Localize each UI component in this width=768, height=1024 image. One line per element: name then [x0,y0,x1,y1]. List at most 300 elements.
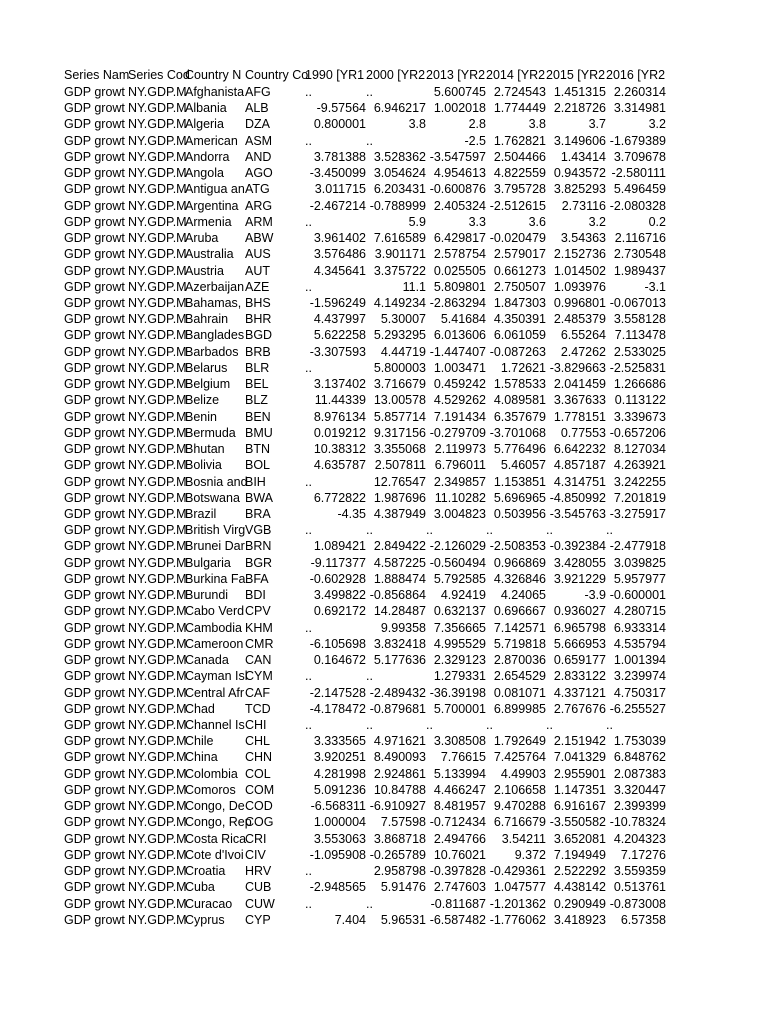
table-row [0,571,768,587]
cell-series-name: GDP growt [64,718,125,732]
cell-yr-2000: -0.788999 [369,199,426,213]
cell-country-code: BHR [245,312,272,326]
cell-yr-2015: 3.7 [588,117,606,131]
cell-country-code: CAF [245,686,270,700]
cell-yr-2013: -0.560494 [429,556,486,570]
cell-yr-2013: 0.025505 [433,264,486,278]
cell-country-code: BEN [245,410,271,424]
cell-yr-2000: 2.507811 [374,458,426,472]
cell-yr-2015: 0.943572 [553,166,606,180]
table-row [0,879,768,895]
cell-yr-2000: 3.528362 [373,150,426,164]
cell-yr-1990: 3.553063 [313,832,366,846]
cell-yr-2013: -0.712434 [429,815,486,829]
header-row [0,67,768,83]
cell-yr-2016: -6.255527 [609,702,666,716]
cell-series-name: GDP growt [64,247,125,261]
cell-country-code: COL [245,767,271,781]
cell-yr-2013: 5.133994 [433,767,486,781]
cell-yr-2000: .. [366,718,373,732]
cell-yr-2015: 3.149606 [553,134,606,148]
cell-country-code: ARG [245,199,273,213]
cell-country-name: Albania [185,101,227,115]
cell-series-code: NY.GDP.M [128,880,187,894]
cell-yr-2000: .. [366,669,373,683]
cell-series-name: GDP growt [64,880,125,894]
cell-country-name: British Virg [185,523,246,537]
cell-yr-2014: 2.504466 [493,150,546,164]
cell-series-name: GDP growt [64,150,125,164]
cell-yr-2000: 6.946217 [373,101,426,115]
cell-series-name: GDP growt [64,264,125,278]
cell-yr-2014: 2.750507 [493,280,546,294]
cell-country-name: Cayman Isl [185,669,248,683]
cell-series-code: NY.GDP.M [128,491,187,505]
cell-series-code: NY.GDP.M [128,572,187,586]
cell-series-code: NY.GDP.M [128,166,187,180]
cell-yr-1990: .. [305,475,312,489]
cell-series-name: GDP growt [64,621,125,635]
cell-yr-2014: -0.020479 [489,231,546,245]
cell-yr-2016: 3.2 [648,117,666,131]
table-row [0,311,768,327]
cell-yr-2015: 2.767676 [553,702,606,716]
cell-country-name: Canada [185,653,229,667]
cell-yr-2000: -0.265789 [369,848,426,862]
cell-series-code: NY.GDP.M [128,588,187,602]
header-yr-1990: 1990 [YR1 [305,68,365,82]
table-row [0,116,768,132]
cell-country-name: Azerbaijan [185,280,245,294]
cell-series-name: GDP growt [64,345,125,359]
cell-yr-2013: -1.447407 [429,345,486,359]
cell-yr-2015: 6.55264 [560,328,606,342]
cell-series-name: GDP growt [64,458,125,472]
cell-yr-2014: 5.46057 [500,458,546,472]
cell-series-code: NY.GDP.M [128,734,187,748]
cell-yr-2016: 3.709678 [613,150,666,164]
cell-yr-2016: -10.78324 [609,815,666,829]
table-row [0,100,768,116]
cell-yr-2016: -2.477918 [609,539,666,553]
table-row [0,863,768,879]
cell-series-code: NY.GDP.M [128,410,187,424]
cell-series-code: NY.GDP.M [128,264,187,278]
cell-yr-2014: .. [486,718,493,732]
table-row [0,457,768,473]
cell-yr-2014: 5.696965 [493,491,546,505]
cell-yr-1990: 4.281998 [313,767,366,781]
cell-yr-2016: 0.113122 [614,393,666,407]
cell-country-code: BIH [245,475,266,489]
cell-series-code: NY.GDP.M [128,150,187,164]
cell-series-code: NY.GDP.M [128,458,187,472]
cell-series-code: NY.GDP.M [128,864,187,878]
cell-yr-1990: 4.437997 [313,312,366,326]
cell-country-name: Belgium [185,377,231,391]
cell-country-code: ALB [245,101,269,115]
cell-yr-2000: -0.879681 [369,702,426,716]
cell-series-code: NY.GDP.M [128,897,187,911]
cell-yr-2013: 1.279331 [433,669,486,683]
cell-series-code: NY.GDP.M [128,426,187,440]
cell-series-code: NY.GDP.M [128,750,187,764]
cell-country-code: VGB [245,523,272,537]
cell-series-name: GDP growt [64,442,125,456]
cell-yr-2016: 7.17276 [620,848,666,862]
cell-country-name: Aruba [185,231,219,245]
cell-series-name: GDP growt [64,215,125,229]
cell-yr-2016: 3.558128 [613,312,666,326]
cell-series-name: GDP growt [64,199,125,213]
cell-yr-2015: 2.833122 [553,669,606,683]
cell-yr-2016: 3.314981 [613,101,666,115]
cell-yr-2015: 1.093976 [553,280,606,294]
cell-yr-2013: .. [426,718,433,732]
cell-yr-2013: -2.5 [464,134,486,148]
cell-yr-1990: .. [305,85,312,99]
table-row [0,327,768,343]
cell-series-name: GDP growt [64,669,125,683]
cell-series-name: GDP growt [64,475,125,489]
cell-yr-2015: -3.9 [584,588,606,602]
cell-yr-2015: 2.955901 [553,767,606,781]
cell-country-code: CPV [245,604,271,618]
cell-series-code: NY.GDP.M [128,328,187,342]
cell-yr-1990: .. [305,897,312,911]
cell-yr-2015: 4.314751 [553,475,606,489]
cell-country-name: Cyprus [185,913,225,927]
table-row [0,798,768,814]
cell-country-name: Cuba [185,880,215,894]
cell-yr-2014: -1.776062 [489,913,546,927]
cell-yr-2016: 3.242255 [613,475,666,489]
cell-series-name: GDP growt [64,864,125,878]
table-row [0,814,768,830]
cell-yr-2015: 4.337121 [553,686,606,700]
cell-series-code: NY.GDP.M [128,199,187,213]
cell-yr-2015: 3.428055 [553,556,606,570]
header-series-code: Series Cod [128,68,190,82]
cell-yr-2000: -0.856864 [369,588,426,602]
table-row [0,84,768,100]
cell-yr-2016: 0.513761 [613,880,666,894]
cell-yr-2013: 4.529262 [433,393,486,407]
cell-series-code: NY.GDP.M [128,231,187,245]
cell-yr-2016: -2.525831 [609,361,666,375]
cell-series-code: NY.GDP.M [128,296,187,310]
table-row [0,782,768,798]
cell-yr-2000: 3.901171 [374,247,426,261]
cell-yr-2016: -0.657206 [609,426,666,440]
cell-series-code: NY.GDP.M [128,637,187,651]
cell-yr-2015: 4.438142 [553,880,606,894]
cell-series-name: GDP growt [64,410,125,424]
cell-series-name: GDP growt [64,815,125,829]
cell-yr-2014: 2.579017 [493,247,546,261]
cell-country-name: Cambodia [185,621,242,635]
cell-yr-2015: .. [546,718,553,732]
cell-yr-2000: 3.355068 [373,442,426,456]
table-row [0,847,768,863]
cell-yr-2000: 5.177636 [373,653,426,667]
cell-yr-2000: .. [366,523,373,537]
cell-country-code: BWA [245,491,274,505]
cell-yr-2014: -2.508353 [489,539,546,553]
cell-yr-2014: -2.512615 [489,199,546,213]
cell-yr-2015: 6.642232 [553,442,606,456]
cell-yr-2000: 3.868718 [373,832,426,846]
cell-country-code: BFA [245,572,269,586]
table-row [0,701,768,717]
cell-yr-2016: 2.399399 [613,799,666,813]
cell-yr-2013: 2.349857 [433,475,486,489]
cell-yr-2015: 3.652081 [553,832,606,846]
cell-yr-1990: 8.976134 [313,410,366,424]
cell-yr-1990: 11.44339 [314,393,366,407]
cell-yr-2013: 2.578754 [433,247,486,261]
cell-yr-2013: 2.8 [468,117,486,131]
cell-yr-2016: -0.873008 [609,897,666,911]
cell-country-code: AND [245,150,272,164]
cell-yr-2014: 3.6 [528,215,546,229]
cell-series-code: NY.GDP.M [128,832,187,846]
cell-series-code: NY.GDP.M [128,312,187,326]
cell-series-name: GDP growt [64,539,125,553]
cell-yr-2014: 7.425764 [493,750,546,764]
cell-yr-2016: 7.113478 [614,328,666,342]
cell-country-code: CHN [245,750,273,764]
cell-series-code: NY.GDP.M [128,361,187,375]
cell-series-code: NY.GDP.M [128,280,187,294]
cell-country-name: Congo, De [185,799,245,813]
cell-country-code: BRB [245,345,271,359]
cell-country-name: Burkina Fa [185,572,246,586]
cell-yr-1990: -3.450099 [309,166,366,180]
table-row [0,749,768,765]
cell-yr-2014: 4.350391 [493,312,546,326]
cell-yr-1990: 4.345641 [313,264,366,278]
cell-series-name: GDP growt [64,85,125,99]
cell-yr-2015: 3.825293 [553,182,606,196]
cell-yr-1990: -9.57564 [316,101,366,115]
cell-series-code: NY.GDP.M [128,783,187,797]
cell-yr-2015: 6.965798 [553,621,606,635]
cell-country-name: Chile [185,734,214,748]
cell-series-name: GDP growt [64,523,125,537]
table-row [0,733,768,749]
table-row [0,198,768,214]
cell-series-name: GDP growt [64,491,125,505]
cell-series-name: GDP growt [64,117,125,131]
cell-country-name: Brazil [185,507,217,521]
cell-country-name: Afghanista [185,85,245,99]
cell-yr-2000: .. [366,85,373,99]
cell-yr-1990: -9.117377 [310,556,366,570]
cell-country-code: KHM [245,621,273,635]
cell-series-code: NY.GDP.M [128,669,187,683]
cell-yr-1990: 0.019212 [313,426,366,440]
cell-yr-2000: 1.888474 [373,572,426,586]
cell-yr-2013: 7.191434 [433,410,486,424]
cell-yr-2000: 11.1 [402,280,426,294]
cell-yr-2014: 9.372 [514,848,546,862]
cell-yr-2013: -0.279709 [429,426,486,440]
cell-country-name: Bulgaria [185,556,231,570]
cell-yr-2016: .. [606,718,613,732]
cell-series-name: GDP growt [64,101,125,115]
header-series-name: Series Nam [64,68,130,82]
cell-yr-2013: 4.954613 [433,166,486,180]
cell-series-code: NY.GDP.M [128,815,187,829]
cell-yr-2015: 2.151942 [553,734,606,748]
cell-yr-1990: .. [305,280,312,294]
cell-country-code: BGR [245,556,273,570]
cell-yr-2013: 4.466247 [433,783,486,797]
cell-series-code: NY.GDP.M [128,556,187,570]
cell-yr-1990: 7.404 [334,913,366,927]
cell-yr-2013: 3.004823 [433,507,486,521]
cell-yr-2013: 2.329123 [433,653,486,667]
cell-yr-2014: .. [486,523,493,537]
cell-series-name: GDP growt [64,280,125,294]
cell-country-code: AGO [245,166,273,180]
cell-yr-2014: -0.087263 [489,345,546,359]
cell-yr-2014: 1.72621 [500,361,546,375]
cell-series-name: GDP growt [64,507,125,521]
cell-series-name: GDP growt [64,134,125,148]
cell-country-name: Costa Rica [185,832,247,846]
cell-yr-2014: 4.822559 [493,166,546,180]
cell-yr-2015: 7.194949 [553,848,606,862]
cell-yr-2000: 7.57598 [380,815,426,829]
cell-yr-2000: 5.96531 [380,913,426,927]
cell-yr-2000: 4.971621 [373,734,426,748]
cell-yr-2015: -3.550582 [549,815,606,829]
cell-yr-2014: 1.774449 [493,101,546,115]
cell-country-name: Australia [185,247,234,261]
cell-yr-1990: 3.011715 [314,182,366,196]
cell-country-code: ABW [245,231,274,245]
cell-series-name: GDP growt [64,393,125,407]
cell-country-code: CAN [245,653,272,667]
cell-series-code: NY.GDP.M [128,247,187,261]
cell-series-code: NY.GDP.M [128,539,187,553]
cell-yr-2014: 4.326846 [493,572,546,586]
cell-country-code: CIV [245,848,266,862]
cell-yr-2000: 3.832418 [373,637,426,651]
table-row [0,538,768,554]
cell-yr-2015: 1.147351 [553,783,606,797]
cell-yr-2014: 2.106658 [493,783,546,797]
cell-yr-2015: 2.152736 [553,247,606,261]
cell-yr-2013: 10.76021 [433,848,486,862]
cell-yr-2000: 5.30007 [380,312,426,326]
cell-series-name: GDP growt [64,556,125,570]
cell-yr-2016: -1.679389 [609,134,666,148]
cell-yr-1990: -2.147528 [309,686,366,700]
cell-yr-1990: -3.307593 [309,345,366,359]
cell-country-code: CYP [245,913,271,927]
table-row [0,766,768,782]
table-row [0,652,768,668]
cell-yr-2014: -3.701068 [489,426,546,440]
cell-yr-2014: 6.061059 [493,328,546,342]
cell-series-name: GDP growt [64,913,125,927]
cell-country-name: Armenia [185,215,232,229]
cell-yr-2014: 2.724543 [493,85,546,99]
cell-yr-2014: 5.719818 [493,637,546,651]
cell-yr-2013: 4.92419 [440,588,486,602]
cell-yr-2000: 2.849422 [373,539,426,553]
cell-yr-2014: 3.8 [528,117,546,131]
cell-series-code: NY.GDP.M [128,85,187,99]
cell-series-code: NY.GDP.M [128,523,187,537]
cell-yr-2014: -1.201362 [489,897,546,911]
cell-yr-2014: 1.792649 [493,734,546,748]
cell-yr-1990: .. [305,361,312,375]
table-row [0,376,768,392]
cell-country-code: CMR [245,637,274,651]
cell-yr-1990: .. [305,718,312,732]
cell-yr-2015: 3.2 [588,215,606,229]
cell-yr-2015: 0.290949 [553,897,606,911]
table-row [0,425,768,441]
cell-series-code: NY.GDP.M [128,653,187,667]
cell-yr-2013: -2.863294 [429,296,486,310]
cell-yr-2014: 4.49903 [500,767,546,781]
cell-country-code: BMU [245,426,273,440]
table-row [0,506,768,522]
cell-country-name: Burundi [185,588,229,602]
header-country-name: Country N [185,68,242,82]
cell-country-code: COD [245,799,273,813]
cell-yr-2015: 2.218726 [553,101,606,115]
cell-series-name: GDP growt [64,604,125,618]
cell-yr-2013: 3.308508 [433,734,486,748]
header-yr-2013: 2013 [YR2 [426,68,486,82]
table-row [0,279,768,295]
cell-yr-2016: 2.730548 [613,247,666,261]
cell-yr-2000: 5.9 [408,215,426,229]
cell-country-code: BHS [245,296,271,310]
cell-country-name: Colombia [185,767,238,781]
cell-yr-2014: 1.047577 [493,880,546,894]
cell-series-code: NY.GDP.M [128,215,187,229]
cell-yr-2000: 12.76547 [373,475,426,489]
cell-yr-2016: 3.239974 [613,669,666,683]
cell-country-name: Bahamas, [185,296,242,310]
cell-yr-2013: 5.600745 [433,85,486,99]
cell-country-name: Bolivia [185,458,222,472]
cell-yr-2014: 7.142571 [493,621,546,635]
cell-country-name: Botswana [185,491,240,505]
cell-yr-2016: 6.848762 [613,750,666,764]
cell-yr-2016: 3.039825 [613,556,666,570]
cell-series-code: NY.GDP.M [128,507,187,521]
cell-series-name: GDP growt [64,734,125,748]
cell-series-name: GDP growt [64,426,125,440]
cell-yr-2014: 1.153851 [493,475,546,489]
cell-yr-2015: 3.418923 [553,913,606,927]
cell-yr-2016: 2.260314 [613,85,666,99]
table-row [0,295,768,311]
cell-country-code: ASM [245,134,273,148]
cell-country-code: CYM [245,669,273,683]
cell-country-name: Curacao [185,897,233,911]
cell-series-name: GDP growt [64,166,125,180]
cell-country-code: TCD [245,702,271,716]
